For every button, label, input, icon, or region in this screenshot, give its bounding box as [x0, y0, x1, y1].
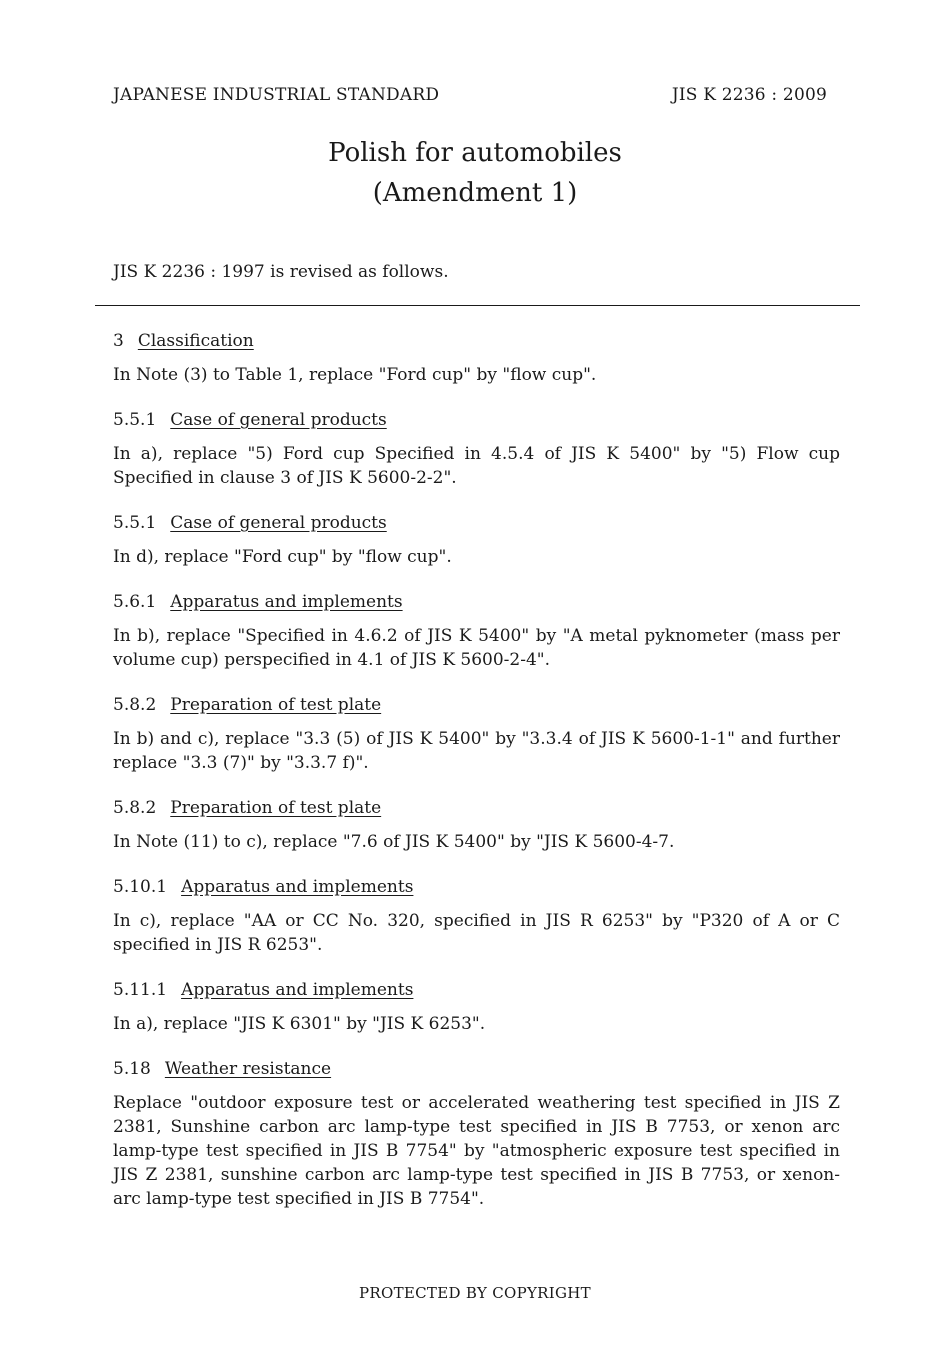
- section-number: 5.5.1: [113, 410, 157, 430]
- section-heading: [113, 796, 840, 820]
- section-heading: [113, 1057, 840, 1081]
- section-5-8-2-bc: [113, 693, 840, 775]
- title-line-2: (Amendment 1): [372, 178, 578, 208]
- section-title: Case of general products: [170, 410, 387, 430]
- section-number: 5.18: [113, 1059, 151, 1079]
- section-title: Apparatus and implements: [170, 592, 403, 612]
- section-body: In a), replace "JIS K 6301" by "JIS K 6253".: [113, 1014, 486, 1034]
- section-heading: [113, 590, 840, 614]
- section-title: Apparatus and implements: [181, 877, 414, 897]
- amendment-list: [113, 329, 840, 1232]
- section-title: Preparation of test plate: [170, 695, 382, 715]
- copyright-footer: PROTECTED BY COPYRIGHT: [359, 1284, 591, 1302]
- section-body: In a), replace "5) Ford cup Specified in 4.5.4 of JIS K 5400" by "5) Flow cup Specified in clause 3 of JIS K 5600-2-2".: [113, 444, 840, 488]
- section-body: In b) and c), replace "3.3 (5) of JIS K 5400" by "3.3.4 of JIS K 5600-1-1" and further replace "3.3 (7)" by "3.3.7 f)".: [113, 729, 840, 773]
- section-body: In Note (3) to Table 1, replace "Ford cup" by "flow cup".: [113, 365, 597, 385]
- section-body: In Note (11) to c), replace "7.6 of JIS K 5400" by "JIS K 5600-4-7.: [113, 832, 675, 852]
- standard-label: JAPANESE INDUSTRIAL STANDARD: [113, 85, 440, 105]
- section-body: Replace "outdoor exposure test or accelerated weathering test specified in JIS Z 2381, Sunshine carbon arc lamp-type test specified in JIS B 7753, or xenon arc lamp-type test specified in JIS B 7754" by "atmospheric exposure test specified in JIS Z 2381, sunshine carbon arc lamp-type test specified in JIS B 7753, or xenon-arc lamp-type test specified in JIS B 7754".: [113, 1093, 840, 1209]
- section-heading: [113, 978, 840, 1002]
- section-5-6-1: [113, 590, 840, 672]
- section-body: In c), replace "AA or CC No. 320, specified in JIS R 6253" by "P320 of A or C specified in JIS R 6253".: [113, 911, 840, 955]
- section-5-8-2-note: [113, 796, 840, 854]
- section-number: 5.11.1: [113, 980, 168, 1000]
- section-number: 5.10.1: [113, 877, 168, 897]
- section-title: Case of general products: [170, 513, 387, 533]
- section-title: Classification: [137, 331, 254, 351]
- section-5-5-1-d: [113, 511, 840, 569]
- section-3-classification: [113, 329, 840, 387]
- standard-number: JIS K 2236 : 2009: [671, 85, 827, 105]
- horizontal-divider: [95, 305, 860, 306]
- title-line-1: Polish for automobiles: [328, 138, 622, 168]
- section-title: Preparation of test plate: [170, 798, 382, 818]
- section-number: 5.5.1: [113, 513, 157, 533]
- document-title: [0, 133, 950, 213]
- section-body: In b), replace "Specified in 4.6.2 of JIS K 5400" by "A metal pyknometer (mass per volume cup) perspecified in 4.1 of JIS K 5600-2-4".: [113, 626, 840, 670]
- section-number: 5.8.2: [113, 695, 157, 715]
- section-heading: [113, 693, 840, 717]
- section-body: In d), replace "Ford cup" by "flow cup".: [113, 547, 452, 567]
- section-5-11-1: [113, 978, 840, 1036]
- section-5-5-1-a: [113, 408, 840, 490]
- section-number: 5.8.2: [113, 798, 157, 818]
- section-heading: [113, 329, 840, 353]
- section-number: 3: [113, 331, 124, 351]
- section-title: Apparatus and implements: [181, 980, 414, 1000]
- section-title: Weather resistance: [164, 1059, 332, 1079]
- section-heading: [113, 511, 840, 535]
- section-heading: [113, 875, 840, 899]
- section-5-18: [113, 1057, 840, 1211]
- section-heading: [113, 408, 840, 432]
- intro-text: JIS K 2236 : 1997 is revised as follows.: [113, 262, 449, 282]
- section-5-10-1: [113, 875, 840, 957]
- section-number: 5.6.1: [113, 592, 157, 612]
